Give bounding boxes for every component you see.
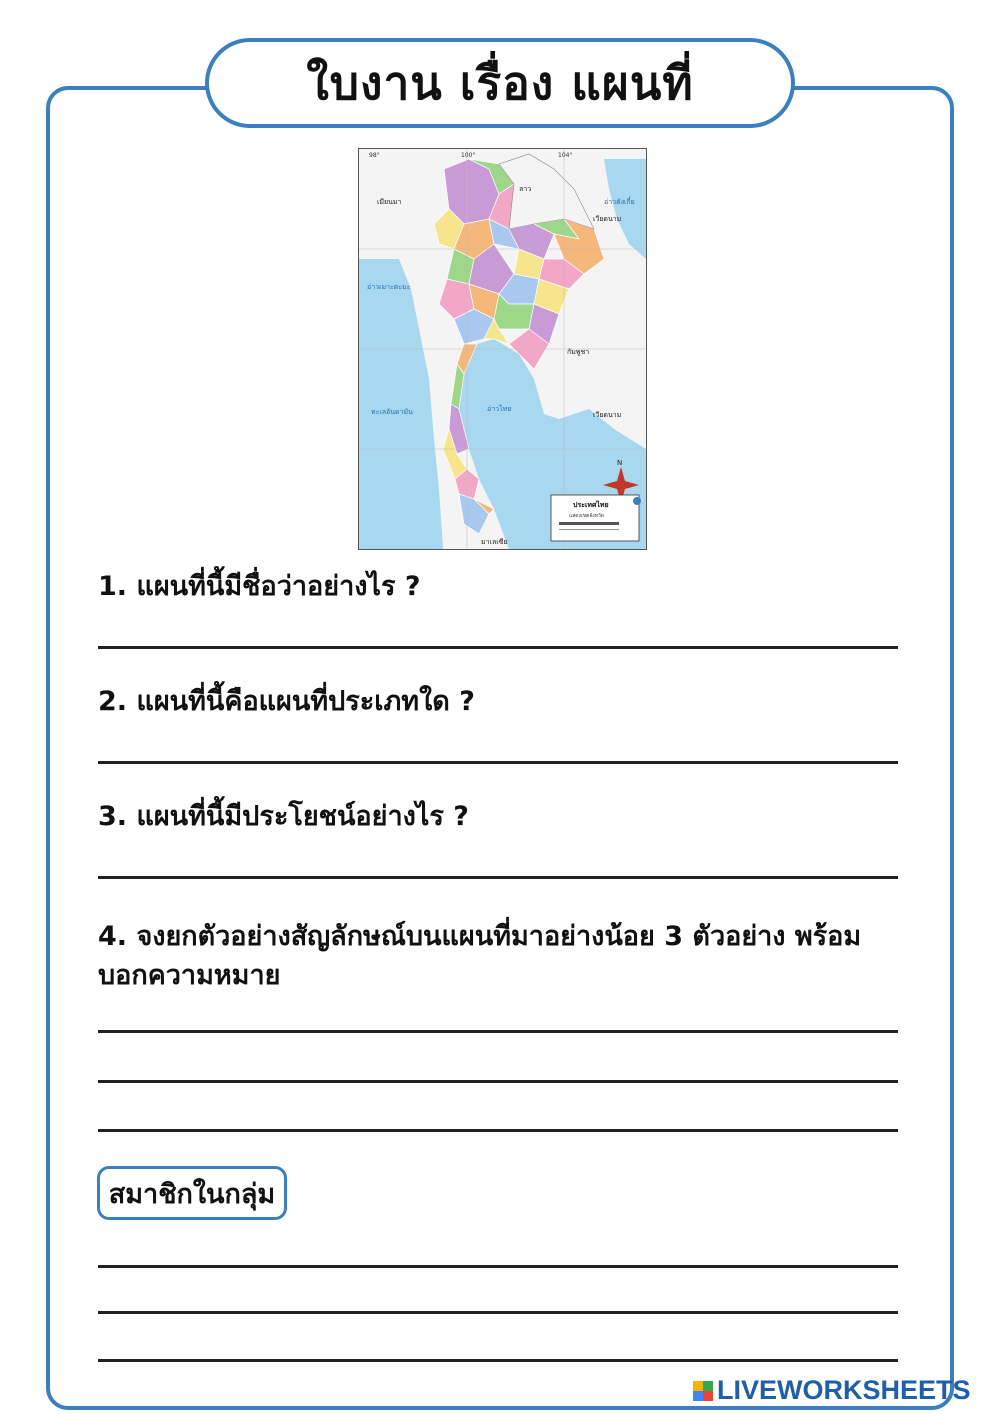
answer-line-3[interactable] — [98, 876, 898, 879]
answer-line-1[interactable] — [98, 646, 898, 649]
page-title: ใบงาน เรื่อง แผนที่ — [306, 55, 694, 110]
question-2: 2. แผนที่นี้คือแผนที่ประเภทใด ? — [98, 686, 475, 717]
map-label-vietnam-north: เวียดนาม — [593, 215, 622, 223]
liveworksheets-logo-icon — [693, 1381, 713, 1401]
question-3: 3. แผนที่นี้มีประโยชน์อย่างไร ? — [98, 801, 469, 832]
map-label-myanmar: เมียนมา — [377, 198, 402, 206]
compass-n-label: N — [617, 459, 623, 467]
question-4: 4. จงยกตัวอย่างสัญลักษณ์บนแผนที่มาอย่างน้อย 3 ตัวอย่าง พร้อม — [98, 921, 862, 952]
map-label-gulf-thailand: อ่าวไทย — [487, 405, 512, 413]
legend-title: ประเทศไทย — [573, 501, 609, 509]
member-line-3[interactable] — [98, 1359, 898, 1362]
question-4-line2: บอกความหมาย — [98, 960, 281, 991]
group-members-label-box — [97, 1166, 287, 1220]
map-label-vietnam-south: เวียดนาม — [593, 411, 622, 419]
map-label-cambodia: กัมพูชา — [567, 348, 590, 356]
member-line-1[interactable] — [98, 1265, 898, 1268]
tick-label: 104° — [558, 152, 573, 159]
liveworksheets-logo — [693, 1375, 971, 1406]
thailand-map — [358, 148, 647, 550]
map-label-andaman: ทะเลอันดามัน — [371, 408, 413, 416]
map-label-laos: ลาว — [519, 185, 532, 193]
member-line-2[interactable] — [98, 1311, 898, 1314]
map-label-gulf-martaban: อ่าวเมาะตะมะ — [367, 283, 411, 291]
question-1: 1. แผนที่นี้มีชื่อว่าอย่างไร ? — [98, 571, 421, 602]
tick-label: 100° — [461, 152, 476, 159]
title-box — [205, 38, 795, 128]
answer-line-4b[interactable] — [98, 1080, 898, 1083]
map-graphic — [359, 149, 646, 549]
answer-line-4c[interactable] — [98, 1129, 898, 1132]
tick-label: 98° — [369, 152, 380, 159]
answer-line-4a[interactable] — [98, 1030, 898, 1033]
map-label-malaysia: มาเลเซีย — [481, 538, 508, 546]
brand-text: LIVEWORKSHEETS — [717, 1375, 971, 1405]
map-label-gulf-tonkin: อ่าวตังเกี๋ย — [604, 198, 635, 206]
group-members-label: สมาชิกในกลุ่ม — [108, 1178, 276, 1210]
legend-subtitle: แสดงเขตจังหวัด — [569, 513, 605, 519]
answer-line-2[interactable] — [98, 761, 898, 764]
globe-icon — [633, 497, 641, 505]
